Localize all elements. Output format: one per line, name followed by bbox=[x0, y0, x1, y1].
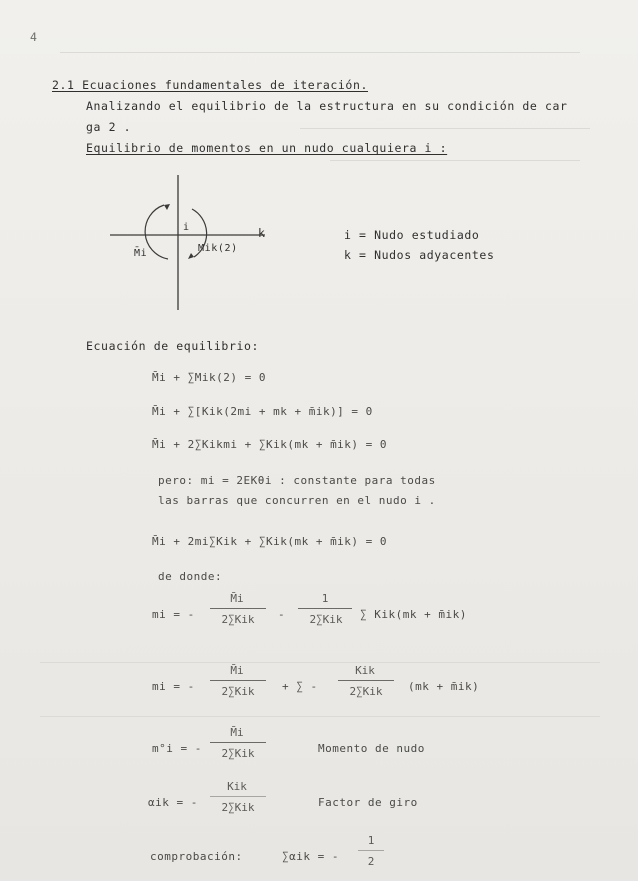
intro-text-line1: Analizando el equilibrio de la estructura en su condición de car bbox=[86, 99, 568, 113]
fraction-5-bar bbox=[210, 742, 266, 743]
moment-arc-left bbox=[145, 205, 168, 259]
equation-1: M̄i + ∑Mik(2) = 0 bbox=[152, 371, 266, 384]
fraction-2-denominator: 2∑Kik bbox=[309, 613, 343, 626]
pero-line-2: las barras que concurren en el nudo i . bbox=[158, 494, 436, 507]
equation-3: M̄i + 2∑Kikmi + ∑Kik(mk + m̄ik) = 0 bbox=[152, 438, 388, 451]
fraction-5-numerator: M̄i bbox=[230, 726, 244, 739]
pero-line-1: pero: mi = 2EKθi : constante para todas bbox=[158, 474, 436, 487]
bleed-through-line bbox=[300, 128, 590, 129]
fraction-2-numerator: 1 bbox=[321, 592, 329, 605]
fraction-6-denominator: 2∑Kik bbox=[221, 801, 255, 814]
subheading: Equilibrio de momentos en un nudo cualquiera i : bbox=[86, 141, 448, 155]
plus-sum: + ∑ - bbox=[282, 680, 318, 693]
mi-lhs-1: mi = - bbox=[152, 608, 195, 621]
fraction-1-numerator: M̄i bbox=[230, 592, 244, 605]
giro-lhs: αik = - bbox=[148, 796, 198, 809]
bleed-through-line bbox=[60, 52, 580, 53]
fraction-3-numerator: M̄i bbox=[230, 664, 244, 677]
moment-lhs: m°i = - bbox=[152, 742, 202, 755]
formula-2-tail: (mk + m̄ik) bbox=[408, 680, 480, 693]
node-label-i: i bbox=[183, 222, 190, 233]
equilibrium-title: Ecuación de equilibrio: bbox=[86, 339, 260, 353]
moment-arrow-head bbox=[164, 204, 170, 210]
fraction-6-numerator: Kik bbox=[227, 780, 247, 793]
fraction-4-denominator: 2∑Kik bbox=[349, 685, 383, 698]
bleed-through-line bbox=[330, 160, 580, 161]
equation-4: M̄i + 2mi∑Kik + ∑Kik(mk + m̄ik) = 0 bbox=[152, 535, 388, 548]
bleed-through-line bbox=[40, 716, 600, 717]
fraction-6-bar bbox=[210, 796, 266, 797]
mi-lhs-2: mi = - bbox=[152, 680, 195, 693]
section-heading: 2.1 Ecuaciones fundamentales de iteración. bbox=[52, 78, 368, 92]
fraction-7-numerator: 1 bbox=[367, 834, 375, 847]
fraction-4-bar bbox=[338, 680, 394, 681]
fraction-7-bar bbox=[358, 850, 384, 851]
bleed-through-line bbox=[40, 662, 600, 663]
fraction-5-denominator: 2∑Kik bbox=[221, 747, 255, 760]
joint-diagram bbox=[110, 175, 280, 315]
giro-label: Factor de giro bbox=[318, 796, 418, 809]
page-number: 4 bbox=[30, 30, 38, 44]
comprobacion-label: comprobación: bbox=[150, 850, 243, 863]
fraction-4-numerator: Kik bbox=[355, 664, 375, 677]
de-donde: de donde: bbox=[158, 570, 223, 583]
moment-arrow-head bbox=[188, 253, 194, 259]
node-label-k: k bbox=[258, 226, 266, 240]
fraction-2-bar bbox=[298, 608, 352, 609]
legend-i: i = Nudo estudiado bbox=[344, 228, 480, 242]
formula-1-tail: ∑ Kik(mk + m̄ik) bbox=[360, 608, 467, 621]
fraction-3-denominator: 2∑Kik bbox=[221, 685, 255, 698]
minus-sign: - bbox=[278, 608, 286, 621]
legend-k: k = Nudos adyacentes bbox=[344, 248, 495, 262]
comprobacion-lhs: ∑αik = - bbox=[282, 850, 339, 863]
fraction-1-bar bbox=[210, 608, 266, 609]
fraction-1-denominator: 2∑Kik bbox=[221, 613, 255, 626]
moment-label: Momento de nudo bbox=[318, 742, 425, 755]
fraction-7-denominator: 2 bbox=[367, 855, 375, 868]
fraction-3-bar bbox=[210, 680, 266, 681]
moment-label-Mi: M̄i bbox=[134, 248, 148, 259]
moment-label-Mik: Mik(2) bbox=[198, 243, 238, 254]
equation-2: M̄i + ∑[Kik(2mi + mk + m̄ik)] = 0 bbox=[152, 405, 373, 418]
intro-text-line2: ga 2 . bbox=[86, 120, 132, 134]
